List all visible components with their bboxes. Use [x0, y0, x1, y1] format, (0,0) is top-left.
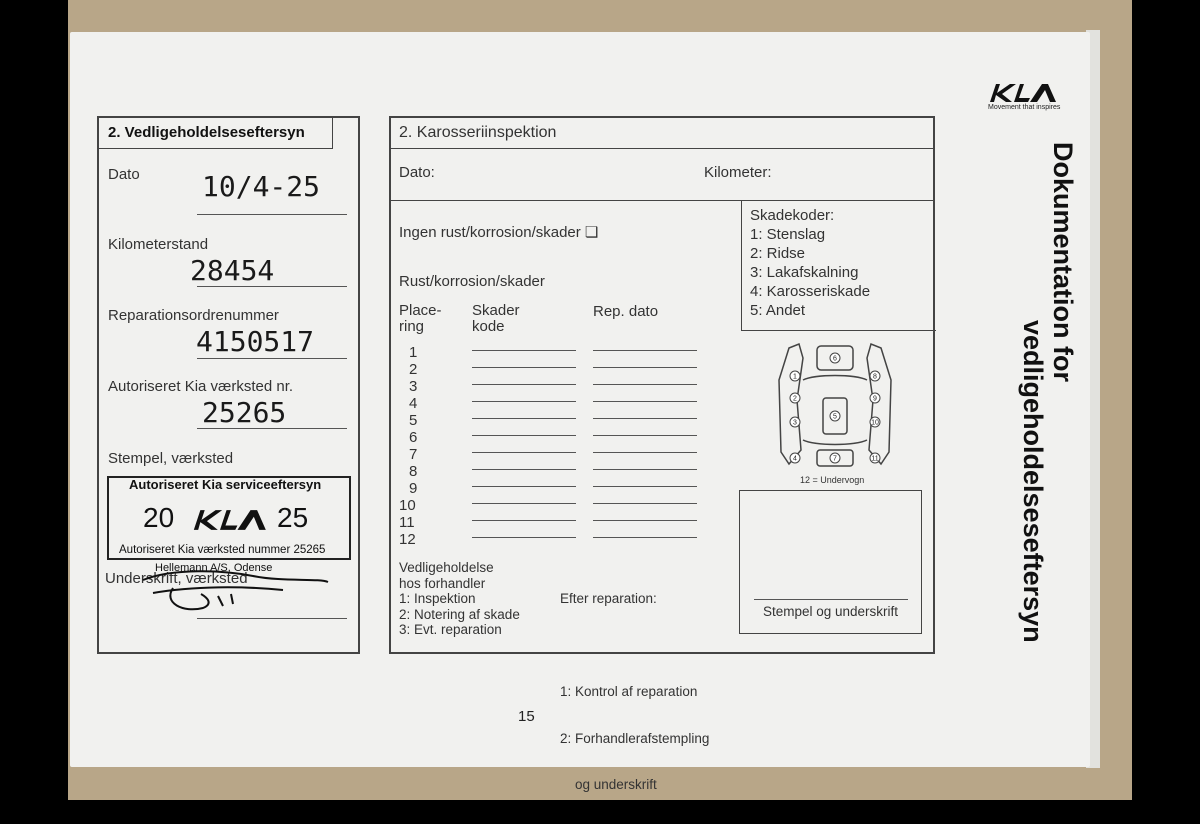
booklet-page — [70, 32, 1090, 792]
note-right-spacer — [560, 638, 709, 654]
signature-mark — [133, 558, 333, 618]
diagram-num-4: 4 — [793, 455, 797, 463]
skadekode-3: 3: Lakafskalning — [750, 264, 859, 281]
row-number: 3 — [409, 378, 418, 395]
dato-label: Dato — [108, 166, 140, 183]
diagram-num-10: 10 — [871, 419, 879, 427]
skader-kode-blank[interactable] — [472, 401, 576, 402]
rep-dato-blank[interactable] — [593, 435, 697, 436]
diagram-num-3: 3 — [793, 419, 797, 427]
vaerksted-nr-value: 25265 — [202, 396, 287, 429]
row-number: 4 — [409, 395, 418, 412]
skadekode-5: 5: Andet — [750, 302, 806, 319]
note-left-0: Vedligeholdelse — [399, 560, 494, 575]
skader-kode-blank[interactable] — [472, 486, 576, 487]
stamp-year-left: 20 — [143, 502, 175, 533]
note-right-2: 1: Kontrol af reparation — [560, 684, 698, 699]
vaerksted-nr-line — [197, 428, 347, 429]
kia-tagline: Movement that inspires — [988, 104, 1061, 111]
kilometerstand-value: 28454 — [190, 254, 275, 287]
skader-kode-blank[interactable] — [472, 367, 576, 368]
kilometerstand-label: Kilometerstand — [108, 236, 209, 253]
note-right-0: Efter reparation: — [560, 591, 657, 606]
stempel-label: Stempel, værksted — [108, 450, 234, 467]
diagram-num-7: 7 — [833, 455, 837, 463]
row-number: 2 — [409, 361, 418, 378]
skader-kode-blank[interactable] — [472, 350, 576, 351]
rep-dato-blank[interactable] — [593, 367, 697, 368]
note-left-4: 3: Evt. reparation — [399, 622, 502, 637]
diagram-num-1: 1 — [793, 373, 797, 381]
diagram-num-5: 5 — [833, 413, 837, 421]
vaerksted-nr-label: Autoriseret Kia værksted nr. — [108, 378, 294, 395]
row-number: 12 — [399, 531, 416, 548]
car-diagram-icon — [775, 340, 895, 470]
karosseri-dato-label: Dato: — [399, 164, 435, 181]
skader-kode-blank[interactable] — [472, 469, 576, 470]
maintenance-notes — [399, 560, 520, 638]
rep-dato-blank[interactable] — [593, 401, 697, 402]
reparationsordrenummer-line — [197, 358, 347, 359]
row-number: 5 — [409, 412, 418, 429]
stamp-line4: Hellemann A/S, Odense — [155, 562, 273, 574]
skader-kode-blank[interactable] — [472, 384, 576, 385]
note-left-3: 2: Notering af skade — [399, 606, 520, 622]
karosseri-title: 2. Karosseriinspektion — [399, 124, 557, 141]
note-left-1: hos forhandler — [399, 575, 486, 591]
undervogn-label: 12 = Undervogn — [800, 475, 865, 485]
repair-notes — [560, 560, 709, 824]
skader-kode-blank[interactable] — [472, 520, 576, 521]
side-title-1: Dokumentation for — [1048, 142, 1078, 382]
kilometerstand-line — [197, 286, 347, 287]
rep-dato-blank[interactable] — [593, 384, 697, 385]
stamp-line3: Autoriseret Kia værksted nummer 25265 — [119, 544, 326, 556]
side-title — [1018, 142, 1078, 722]
dato-value: 10/4-25 — [202, 170, 321, 203]
skadekode-4: 4: Karosseriskade — [750, 283, 871, 300]
stempel-box — [739, 490, 922, 634]
stamp-line1: Autoriseret Kia serviceeftersyn — [129, 477, 322, 492]
reparationsordrenummer-label: Reparationsordrenummer — [108, 307, 279, 324]
underskrift-label: Underskrift, værksted — [105, 570, 248, 587]
skadekode-2: 2: Ridse — [750, 245, 806, 262]
row-number: 10 — [399, 497, 416, 514]
maintenance-section — [97, 116, 360, 654]
rep-dato-blank[interactable] — [593, 486, 697, 487]
page-number: 15 — [518, 708, 535, 725]
dato-line — [197, 214, 347, 215]
diagram-num-8: 8 — [873, 373, 877, 381]
rep-dato-blank[interactable] — [593, 350, 697, 351]
row-number: 6 — [409, 429, 418, 446]
diagram-num-11: 11 — [871, 455, 879, 463]
skader-kode-blank[interactable] — [472, 452, 576, 453]
side-title-2: vedligeholdelseseftersyn — [1018, 320, 1048, 643]
row-number: 11 — [399, 514, 415, 531]
no-rust-label: Ingen rust/korrosion/skader ❏ — [399, 224, 599, 241]
stamp-year-right: 25 — [277, 502, 309, 533]
skader-kode-blank[interactable] — [472, 435, 576, 436]
skader-kode-blank[interactable] — [472, 418, 576, 419]
col-skader — [472, 303, 520, 335]
row-number: 9 — [409, 480, 418, 497]
note-right-3: 2: Forhandlerafstempling — [560, 730, 710, 746]
col-placering-1: Place- — [399, 302, 442, 319]
note-left-2: 1: Inspektion — [399, 591, 476, 606]
skader-kode-blank[interactable] — [472, 503, 576, 504]
note-right-4: og underskrift — [560, 777, 657, 792]
rust-label: Rust/korrosion/skader — [399, 273, 545, 290]
stamp-kia-logo-icon — [187, 508, 277, 532]
col-placering — [399, 303, 442, 335]
skader-kode-blank[interactable] — [472, 537, 576, 538]
row-number: 1 — [409, 344, 418, 361]
karosseri-km-label: Kilometer: — [704, 164, 772, 181]
diagram-num-6: 6 — [833, 355, 837, 363]
col-placering-2: ring — [399, 318, 425, 335]
row-number: 7 — [409, 446, 418, 463]
diagram-num-9: 9 — [873, 395, 877, 403]
skadekoder-list — [750, 206, 870, 320]
rep-dato-blank[interactable] — [593, 418, 697, 419]
col-skader-2: kode — [472, 318, 505, 335]
skadekoder-title: Skadekoder: — [750, 207, 835, 224]
maintenance-title: 2. Vedligeholdelseseftersyn — [108, 124, 305, 141]
skadekode-1: 1: Stenslag — [750, 226, 826, 243]
reparationsordrenummer-value: 4150517 — [196, 325, 315, 358]
rep-dato-blank[interactable] — [593, 537, 697, 538]
rep-dato-blank[interactable] — [593, 503, 697, 504]
rep-dato-blank[interactable] — [593, 452, 697, 453]
stempel-label: Stempel og underskrift — [762, 604, 899, 619]
underskrift-line — [197, 618, 347, 619]
diagram-num-2: 2 — [793, 395, 797, 403]
workshop-stamp — [107, 476, 351, 560]
dato-km-row — [391, 148, 933, 201]
stempel-line — [754, 599, 908, 600]
col-skader-1: Skader — [472, 302, 520, 319]
row-number: 8 — [409, 463, 418, 480]
col-repdato: Rep. dato — [593, 303, 659, 320]
kia-logo-icon — [988, 82, 1062, 104]
rep-dato-blank[interactable] — [593, 520, 697, 521]
rep-dato-blank[interactable] — [593, 469, 697, 470]
